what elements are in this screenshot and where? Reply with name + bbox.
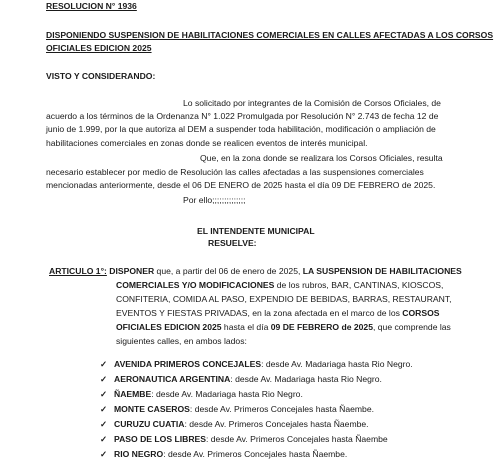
visto-p2-line3: mencionadas anteriormente, desde el 06 DE ENERO de 2025 hasta el día 09 DE FEBRERO de 2025.	[46, 180, 436, 190]
checkmark-icon: ✓	[100, 404, 108, 414]
articulo-line6: siguientes calles, en ambos lados:	[116, 336, 247, 346]
resolution-number: RESOLUCION N° 1936	[46, 1, 137, 11]
por-ello: Por ello;;;;;;;;;;;;;;	[183, 195, 246, 205]
street-item: ✓ MONTE CASEROS: desde Av. Primeros Concejales hasta Ñaembe.	[100, 404, 374, 414]
visto-p1-line2: acuerdo a los términos de la Ordenanza N° 1.022 Promulgada por Resolución N° 2.743 de fecha 12 de	[46, 111, 439, 121]
street-item: ✓ CURUZU CUATIA: desde Av. Primeros Concejales hasta Ñaembe.	[100, 419, 369, 429]
resolution-title-line2: OFICIALES EDICION 2025	[46, 43, 152, 53]
articulo-line1: ARTICULO 1°: DISPONER que, a partir del 06 de enero de 2025, LA SUSPENSION DE HABILITACIONES	[49, 266, 462, 276]
checkmark-icon: ✓	[100, 389, 108, 399]
intendente-heading: EL INTENDENTE MUNICIPAL	[197, 226, 315, 236]
checkmark-icon: ✓	[100, 359, 108, 369]
street-item: ✓ RIO NEGRO: desde Av. Primeros Concejales hasta Ñaembe.	[100, 449, 348, 459]
resolution-title-line1: DISPONIENDO SUSPENSION DE HABILITACIONES COMERCIALES EN CALLES AFECTADAS A LOS CORSOS	[46, 30, 494, 40]
articulo-line5: OFICIALES EDICION 2025 hasta el día 09 DE FEBRERO de 2025, que comprende las	[116, 322, 451, 332]
resuelve-heading: RESUELVE:	[208, 238, 257, 248]
checkmark-icon: ✓	[100, 374, 108, 384]
articulo-label: ARTICULO 1°:	[49, 266, 107, 276]
visto-p1-line3: junio de 1.999, por la que autoriza al DEM a suspender toda habilitación, modificación o ampliación de	[46, 124, 436, 134]
visto-p1-line4: habilitaciones comerciales en zonas donde se realicen eventos de interés municipal.	[46, 138, 368, 148]
articulo-line4: EVENTOS Y FIESTAS PRIVADAS, en la zona afectada en el marco de los CORSOS	[116, 308, 440, 318]
checkmark-icon: ✓	[100, 434, 108, 444]
articulo-line3: CONFITERIA, COMIDA AL PASO, EXPENDIO DE BEBIDAS, BARRAS, RESTAURANT,	[116, 294, 452, 304]
checkmark-icon: ✓	[100, 449, 108, 459]
visto-p1-line1: Lo solicitado por integrantes de la Comisión de Corsos Oficiales, de	[183, 98, 441, 108]
checkmark-icon: ✓	[100, 419, 108, 429]
visto-p2-line1: Que, en la zona donde se realizara los Corsos Oficiales, resulta	[200, 153, 443, 163]
articulo-line2: COMERCIALES Y/O MODIFICACIONES de los rubros, BAR, CANTINAS, KIOSCOS,	[116, 280, 444, 290]
visto-p2-line2: necesario establecer por medio de Resolución las calles afectadas a las suspensiones comerciales	[46, 167, 424, 177]
visto-heading: VISTO Y CONSIDERANDO:	[46, 71, 156, 81]
street-item: ✓ AVENIDA PRIMEROS CONCEJALES: desde Av. Madariaga hasta Rio Negro.	[100, 359, 413, 369]
street-item: ✓ ÑAEMBE: desde Av. Madariaga hasta Rio Negro.	[100, 389, 303, 399]
street-item: ✓ AERONAUTICA ARGENTINA: desde Av. Madariaga hasta Rio Negro.	[100, 374, 382, 384]
street-item: ✓ PASO DE LOS LIBRES: desde Av. Primeros Concejales hasta Ñaembe	[100, 434, 388, 444]
